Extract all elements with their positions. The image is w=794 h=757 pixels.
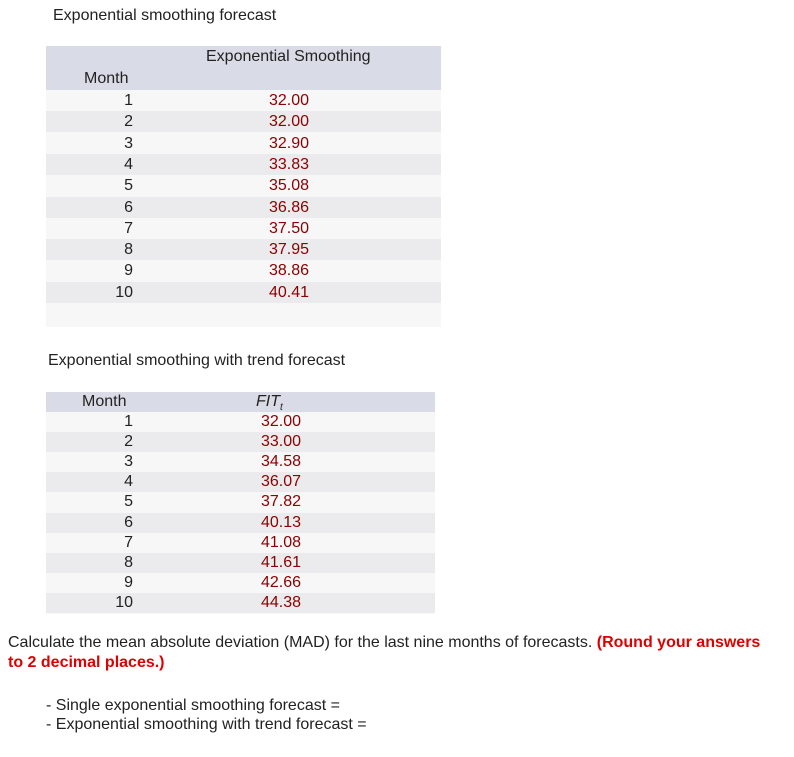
section2-heading: Exponential smoothing with trend forecast <box>48 352 346 369</box>
month-cell: 1 <box>124 92 133 109</box>
month-cell: 2 <box>124 113 133 131</box>
month-cell: 9 <box>124 573 133 591</box>
month-cell: 4 <box>124 473 133 491</box>
month-cell: 7 <box>124 219 133 237</box>
value-cell: 34.58 <box>261 453 302 471</box>
fit-subscript: t <box>280 402 283 414</box>
month-cell: 7 <box>124 533 133 551</box>
month-cell: 10 <box>115 593 133 611</box>
value-cell: 36.07 <box>261 473 302 491</box>
table-row <box>46 573 435 593</box>
table-row <box>46 197 441 218</box>
value-cell: 40.41 <box>269 283 310 301</box>
value-cell: 37.50 <box>269 219 310 237</box>
value-cell: 32.00 <box>269 113 310 131</box>
month-cell: 9 <box>124 262 133 280</box>
value-cell: 35.08 <box>269 177 310 195</box>
value-cell: 37.95 <box>269 241 310 259</box>
exponential-smoothing-table <box>46 46 441 327</box>
value-cell: 40.13 <box>261 513 302 531</box>
month-cell: 5 <box>124 177 133 195</box>
table-row <box>46 260 441 281</box>
trend-forecast-table <box>46 392 435 614</box>
value-cell: 44.38 <box>261 593 302 611</box>
value-cell: 36.86 <box>269 198 310 216</box>
table-row <box>46 175 441 196</box>
table-row <box>46 154 441 175</box>
column-title-month: Month <box>84 70 129 87</box>
month-cell: 8 <box>124 241 133 259</box>
table-row <box>46 472 435 492</box>
table-row <box>46 533 435 553</box>
table-row <box>46 111 441 132</box>
table-row <box>46 553 435 573</box>
month-cell: 5 <box>124 493 133 511</box>
table-row <box>46 412 435 432</box>
table-row <box>46 218 441 239</box>
fit-label: FIT <box>256 393 280 410</box>
value-cell: 38.86 <box>269 262 310 280</box>
month-cell: 2 <box>124 433 133 451</box>
table-row <box>46 593 435 613</box>
month-cell: 1 <box>124 413 133 430</box>
section1-heading: Exponential smoothing forecast <box>53 7 277 24</box>
value-cell: 33.83 <box>269 155 310 173</box>
question-body: Calculate the mean absolute deviation (MAD) for the last nine months of forecasts. <box>8 634 597 651</box>
table-row <box>46 492 435 512</box>
month-cell: 3 <box>124 134 133 152</box>
table-row <box>46 513 435 533</box>
table-row <box>46 90 441 111</box>
month-cell: 6 <box>124 513 133 531</box>
table-row <box>46 452 435 472</box>
table-row <box>46 239 441 260</box>
answer-list <box>46 696 367 734</box>
value-cell: 42.66 <box>261 573 302 591</box>
value-cell: 41.61 <box>261 553 302 571</box>
value-cell: 32.00 <box>269 92 310 109</box>
rounding-instruction: (Round your answers to 2 decimal places.) <box>8 634 761 671</box>
value-cell: 41.08 <box>261 533 302 551</box>
answer-single-exponential: - Single exponential smoothing forecast = <box>46 697 340 714</box>
column-title-month: Month <box>82 393 127 410</box>
column-title-fit <box>256 393 283 413</box>
month-cell: 8 <box>124 553 133 571</box>
question-text <box>8 633 778 673</box>
value-cell: 33.00 <box>261 433 302 451</box>
table-row <box>46 282 441 303</box>
value-cell: 32.90 <box>269 134 310 152</box>
value-cell: 32.00 <box>261 413 302 430</box>
table-row <box>46 133 441 154</box>
column-title-exponential-smoothing: Exponential Smoothing <box>206 48 371 65</box>
month-cell: 6 <box>124 198 133 216</box>
table-row <box>46 432 435 452</box>
value-cell: 37.82 <box>261 493 302 511</box>
answer-trend-forecast: - Exponential smoothing with trend forecast = <box>46 716 367 733</box>
month-cell: 3 <box>124 453 133 471</box>
month-cell: 10 <box>115 283 133 301</box>
month-cell: 4 <box>124 155 133 173</box>
